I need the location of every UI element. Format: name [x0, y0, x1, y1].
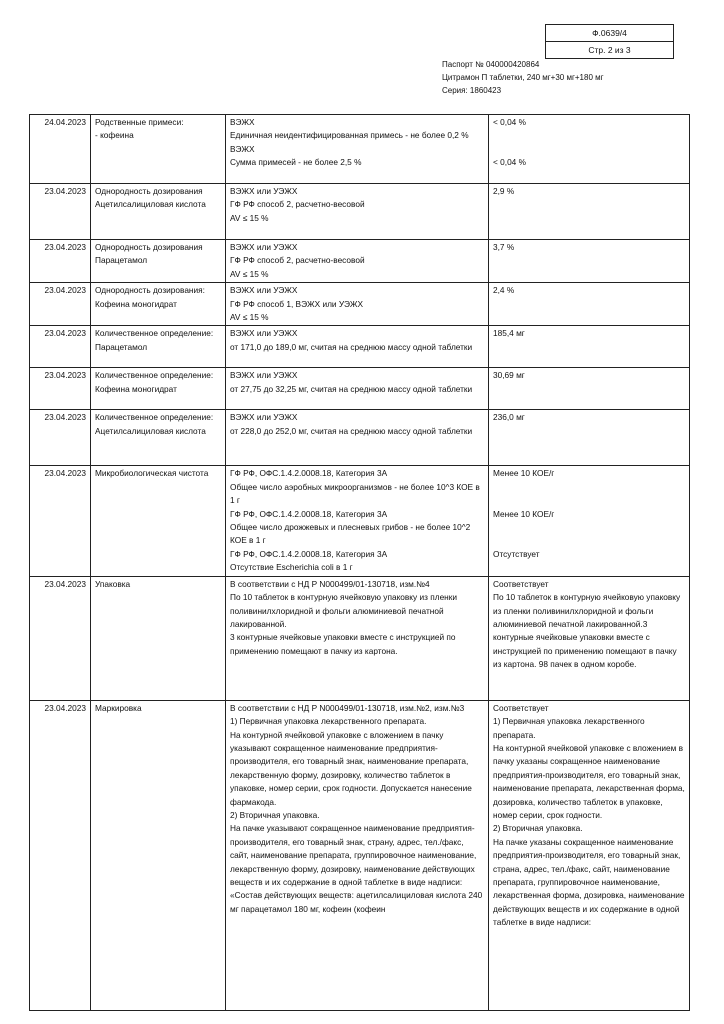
- test-date: 23.04.2023: [30, 283, 91, 326]
- test-method: ВЭЖХ или УЭЖХ ГФ РФ способ 2, расчетно-весовой AV ≤ 15 %: [226, 240, 489, 283]
- test-method: В соответствии с НД Р N000499/01-130718, изм.№4 По 10 таблеток в контурную ячейковую упаковку из пленки поливинилхлоридной и фольги алюминиевой печатной лакированной. 3 контурные ячейковые упаковки вместе с инструкцией по применению помещают в пачку из картона.: [226, 576, 489, 700]
- test-parameter: Упаковка: [91, 576, 226, 700]
- test-parameter: Родственные примеси: - кофеина: [91, 115, 226, 184]
- table-row: [30, 368, 690, 410]
- table-row: [30, 115, 690, 184]
- test-date: 23.04.2023: [30, 700, 91, 1010]
- test-result: Соответствует 1) Первичная упаковка лекарственного препарата. На контурной ячейковой упаковке с вложением в пачку указаны сокращенное наименование предприятия-производителя, его товарный знак, наименование препарата, лекарственная форма, дозировка, количество таблеток в упаковке, номер серии, срок годности. 2) Вторичная упаковка. На пачке указаны сокращенное наименование предприятия-производителя, его товарный знак, страна, адрес, тел./факс, сайт, наименование препарата, группировочное наименование, лекарственная форма, дозировка, наименование действующих веществ и их содержание в одной таблетке в виде надписи:: [489, 700, 690, 1010]
- page-number: Стр. 2 из 3: [546, 41, 673, 58]
- test-method: ВЭЖХ или УЭЖХ от 171,0 до 189,0 мг, считая на среднюю массу одной таблетки: [226, 326, 489, 368]
- test-date: 24.04.2023: [30, 115, 91, 184]
- form-code-box: [545, 24, 674, 59]
- test-results-table: [29, 114, 690, 1011]
- table-row: [30, 700, 690, 1010]
- test-method: ГФ РФ, ОФС.1.4.2.0008.18, Категория 3А Общее число аэробных микроорганизмов - не более 10^3 КОЕ в 1 г ГФ РФ, ОФС.1.4.2.0008.18, Категория 3А Общее число дрожжевых и плесневых грибов - не более 10^2 КОЕ в 1 г ГФ РФ, ОФС.1.4.2.0008.18, Категория 3А Отсутствие Escherichia coli в 1 г: [226, 466, 489, 576]
- test-parameter: Количественное определение: Ацетилсалициловая кислота: [91, 410, 226, 466]
- test-result: < 0,04 % < 0,04 %: [489, 115, 690, 184]
- test-parameter: Однородность дозирования Парацетамол: [91, 240, 226, 283]
- test-result: 2,4 %: [489, 283, 690, 326]
- table-row: [30, 576, 690, 700]
- test-parameter: Количественное определение: Кофеина моногидрат: [91, 368, 226, 410]
- table-row: [30, 326, 690, 368]
- test-result: 236,0 мг: [489, 410, 690, 466]
- test-date: 23.04.2023: [30, 368, 91, 410]
- batch-series: Серия: 1860423: [442, 86, 502, 95]
- test-result: 2,9 %: [489, 184, 690, 240]
- test-parameter: Маркировка: [91, 700, 226, 1010]
- table-row: [30, 184, 690, 240]
- passport-number: Паспорт № 040000420864: [442, 60, 540, 69]
- test-result: 30,69 мг: [489, 368, 690, 410]
- test-method: ВЭЖХ Единичная неидентифицированная примесь - не более 0,2 % ВЭЖХ Сумма примесей - не более 2,5 %: [226, 115, 489, 184]
- table-row: [30, 240, 690, 283]
- table-row: [30, 410, 690, 466]
- test-date: 23.04.2023: [30, 410, 91, 466]
- test-method: В соответствии с НД Р N000499/01-130718, изм.№2, изм.№3 1) Первичная упаковка лекарственного препарата. На контурной ячейковой упаковке с вложением в пачку указывают сокращенное наименование предприятия-производителя, его товарный знак, наименование препарата, лекарственную форму, дозировку, количество таблеток в упаковке, номер серии, срок годности. Допускается нанесение фармакода. 2) Вторичная упаковка. На пачке указывают сокращенное наименование предприятия-производителя, его товарный знак, страну, адрес, тел./факс, сайт, наименование препарата, группировочное наименование, лекарственную форму, дозировку, наименование действующих веществ и их содержание в одной таблетке в виде надписи: «Состав действующих веществ: ацетилсалициловая кислота 240 мг парацетамол 180 мг, кофеин (кофеин: [226, 700, 489, 1010]
- test-result: 185,4 мг: [489, 326, 690, 368]
- test-date: 23.04.2023: [30, 240, 91, 283]
- test-result: 3,7 %: [489, 240, 690, 283]
- table-row: [30, 466, 690, 576]
- test-parameter: Однородность дозирования: Кофеина моногидрат: [91, 283, 226, 326]
- test-parameter: Однородность дозирования Ацетилсалициловая кислота: [91, 184, 226, 240]
- test-method: ВЭЖХ или УЭЖХ от 228,0 до 252,0 мг, считая на среднюю массу одной таблетки: [226, 410, 489, 466]
- test-result: Менее 10 КОЕ/г Менее 10 КОЕ/г Отсутствует: [489, 466, 690, 576]
- test-method: ВЭЖХ или УЭЖХ от 27,75 до 32,25 мг, считая на среднюю массу одной таблетки: [226, 368, 489, 410]
- test-date: 23.04.2023: [30, 326, 91, 368]
- table-row: [30, 283, 690, 326]
- test-date: 23.04.2023: [30, 466, 91, 576]
- form-code: Ф.0639/4: [592, 28, 627, 38]
- product-name: Цитрамон П таблетки, 240 мг+30 мг+180 мг: [442, 73, 604, 82]
- test-method: ВЭЖХ или УЭЖХ ГФ РФ способ 2, расчетно-весовой AV ≤ 15 %: [226, 184, 489, 240]
- test-date: 23.04.2023: [30, 184, 91, 240]
- test-result: Соответствует По 10 таблеток в контурную ячейковую упаковку из пленки поливинилхлоридной и фольги алюминиевой печатной лакированной.3 контурные ячейковые упаковки вместе с инструкцией по применению помещают в пачку из картона. 98 пачек в одном коробе.: [489, 576, 690, 700]
- test-parameter: Микробиологическая чистота: [91, 466, 226, 576]
- test-method: ВЭЖХ или УЭЖХ ГФ РФ способ 1, ВЭЖХ или УЭЖХ AV ≤ 15 %: [226, 283, 489, 326]
- test-date: 23.04.2023: [30, 576, 91, 700]
- test-parameter: Количественное определение: Парацетамол: [91, 326, 226, 368]
- passport-header: [442, 58, 604, 97]
